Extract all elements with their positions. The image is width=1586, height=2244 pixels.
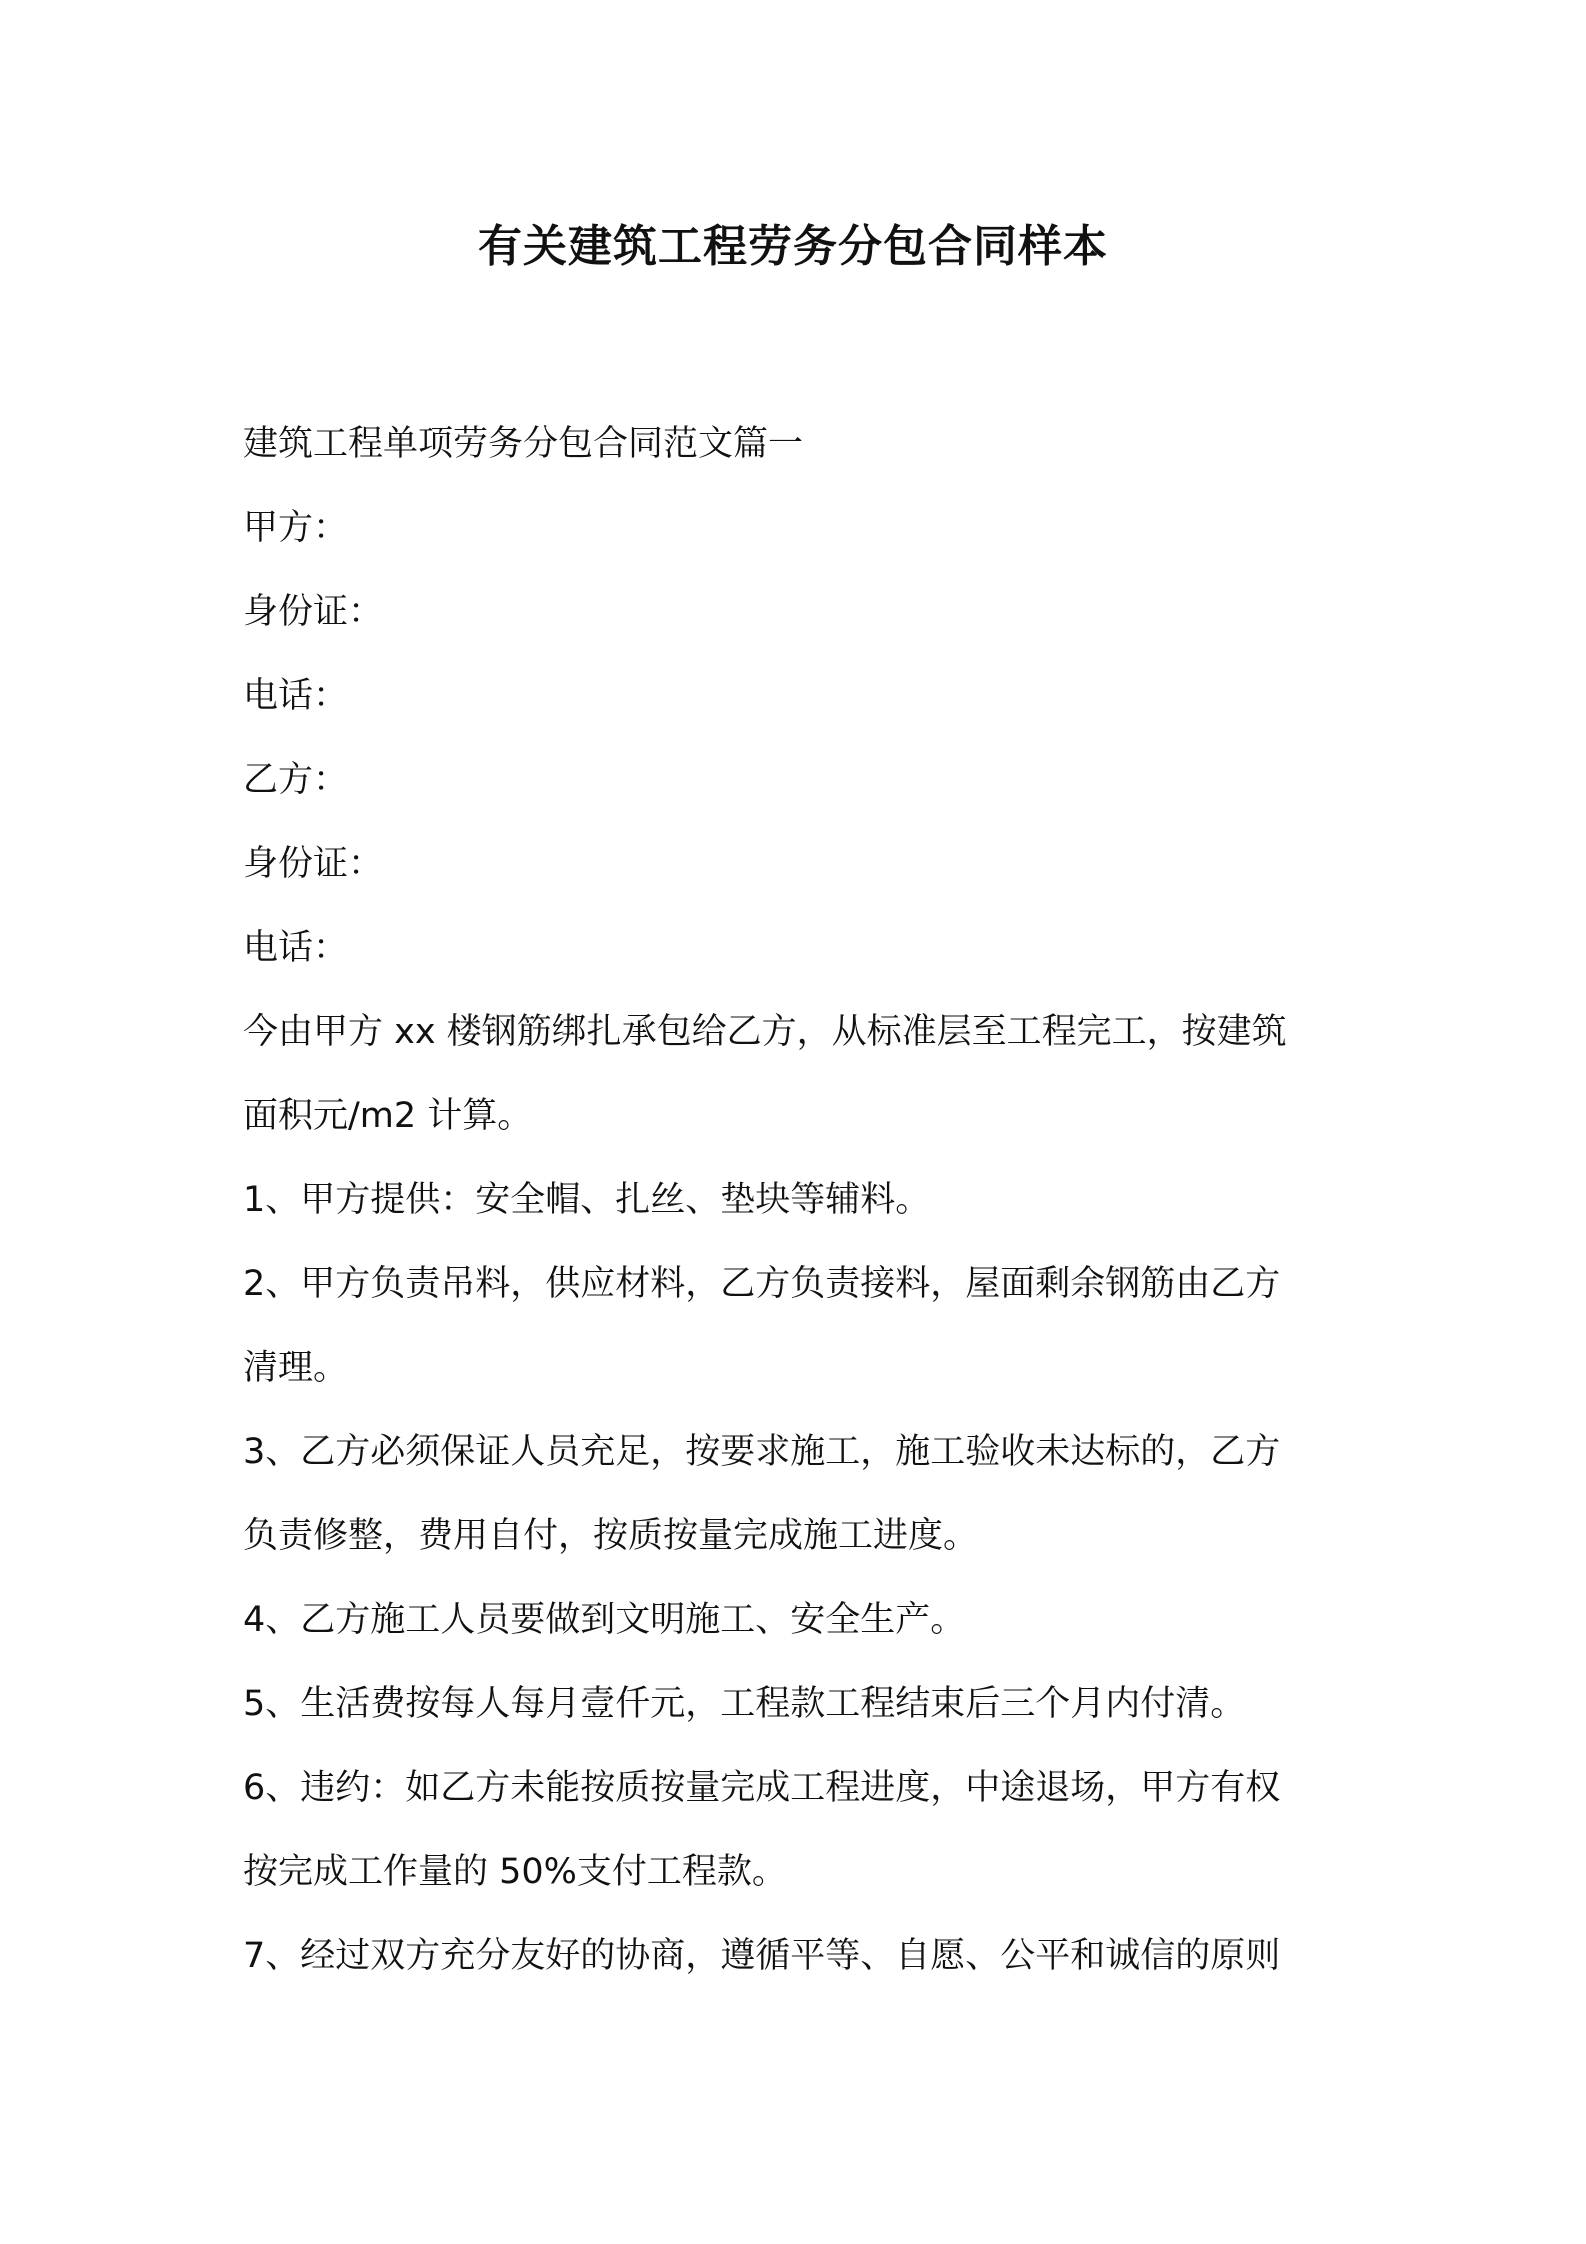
party-b-id-label: 身份证： [243,844,384,884]
clause-6-line: 6、违约：如乙方未能按质按量完成工程进度，中途退场，甲方有权 [243,1768,1281,1808]
section-heading: 建筑工程单项劳务分包合同范文篇一 [243,424,804,464]
clause-3-line: 负责修整，费用自付，按质按量完成施工进度。 [243,1516,979,1556]
clause-2-line: 2、甲方负责吊料，供应材料，乙方负责接料，屋面剩余钢筋由乙方 [243,1264,1281,1304]
clause-2-line: 清理。 [243,1348,349,1388]
party-a-label: 甲方： [243,508,349,548]
document-title: 有关建筑工程劳务分包合同样本 [478,221,1108,272]
intro-paragraph-line: 面积元/m2 计算。 [243,1096,533,1136]
party-b-label: 乙方： [243,760,349,800]
clause-5-line: 5、生活费按每人每月壹仟元，工程款工程结束后三个月内付清。 [243,1684,1246,1724]
party-a-phone-label: 电话： [243,676,349,716]
party-a-id-label: 身份证： [243,592,384,632]
party-b-phone-label: 电话： [243,928,349,968]
clause-6-line: 按完成工作量的 50%支付工程款。 [243,1852,787,1892]
intro-paragraph-line: 今由甲方 xx 楼钢筋绑扎承包给乙方，从标准层至工程完工，按建筑 [243,1012,1287,1052]
clause-1-line: 1、甲方提供：安全帽、扎丝、垫块等辅料。 [243,1180,931,1220]
clause-4-line: 4、乙方施工人员要做到文明施工、安全生产。 [243,1600,966,1640]
clause-7-line: 7、经过双方充分友好的协商，遵循平等、自愿、公平和诚信的原则 [243,1936,1281,1976]
clause-3-line: 3、乙方必须保证人员充足，按要求施工，施工验收未达标的，乙方 [243,1432,1281,1472]
document-body [243,402,1353,1998]
